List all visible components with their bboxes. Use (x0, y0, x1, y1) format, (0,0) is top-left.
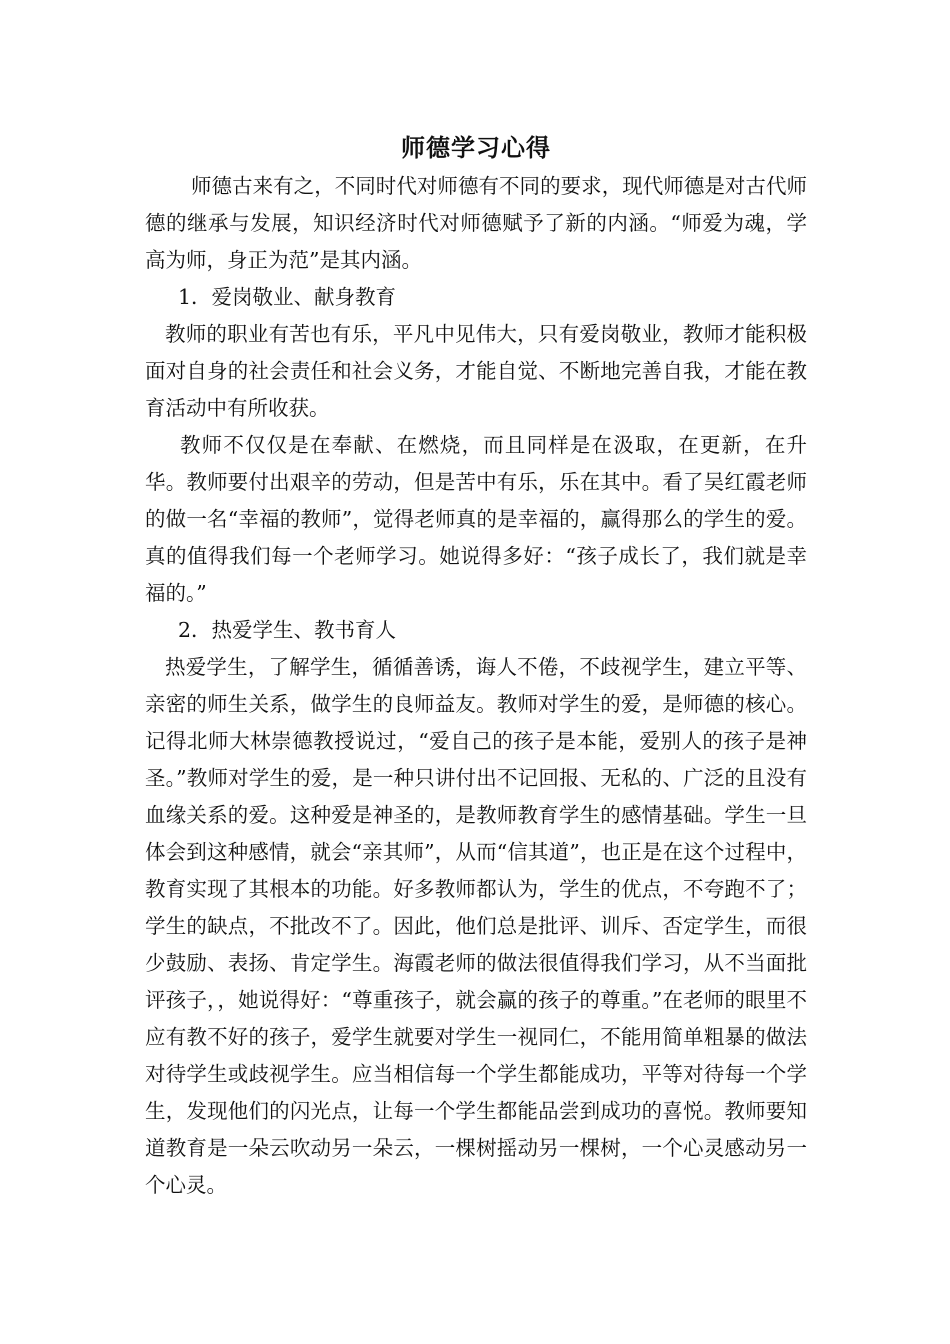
section-2-heading: 2．热爱学生、教书育人 (178, 618, 397, 642)
section-1-paragraph-1: 教师的职业有苦也有乐，平凡中见伟大，只有爱岗敬业，教师才能积极面对自身的社会责任和社会义务，才能自觉、不断地完善自我，才能在教育活动中有所收获。 (145, 322, 807, 420)
document-page (145, 128, 807, 1204)
section-1-heading: 1．爱岗敬业、献身教育 (178, 285, 397, 309)
section-2-paragraph-1: 热爱学生，了解学生，循循善诱，诲人不倦，不歧视学生，建立平等、亲密的师生关系，做学生的良师益友。教师对学生的爱，是师德的核心。记得北师大林崇德教授说过，“爱自己的孩子是本能，爱别人的孩子是神圣。”教师对学生的爱，是一种只讲付出不记回报、无私的、广泛的且没有血缘关系的爱。这种爱是神圣的，是教师教育学生的感情基础。学生一旦体会到这种感情，就会“亲其师”，从而“信其道”，也正是在这个过程中，教育实现了其根本的功能。好多教师都认为，学生的优点，不夸跑不了；学生的缺点，不批改不了。因此，他们总是批评、训斥、否定学生，而很少鼓励、表扬、肯定学生。海霞老师的做法很值得我们学习，从不当面批评孩子，，她说得好：“尊重孩子，就会赢的孩子的尊重。”在老师的眼里不应有教不好的孩子，爱学生就要对学生一视同仁，不能用简单粗暴的做法对待学生或歧视学生。应当相信每一个学生都能成功，平等对待每一个学生，发现他们的闪光点，让每一个学生都能品尝到成功的喜悦。教师要知道教育是一朵云吹动另一朵云，一棵树摇动另一棵树，一个心灵感动另一个心灵。 (145, 655, 807, 1197)
section-1-paragraph-2: 教师不仅仅是在奉献、在燃烧，而且同样是在汲取，在更新，在升华。教师要付出艰辛的劳动，但是苦中有乐，乐在其中。看了吴红霞老师的做一名“幸福的教师”，觉得老师真的是幸福的，赢得那么的学生的爱。真的值得我们每一个老师学习。她说得多好：“孩子成长了，我们就是幸福的。” (145, 433, 807, 605)
document-title: 师德学习心得 (401, 133, 551, 162)
intro-paragraph: 师德古来有之，不同时代对师德有不同的要求，现代师德是对古代师德的继承与发展，知识经济时代对师德赋予了新的内涵。“师爱为魂，学高为师，身正为范”是其内涵。 (145, 174, 807, 272)
